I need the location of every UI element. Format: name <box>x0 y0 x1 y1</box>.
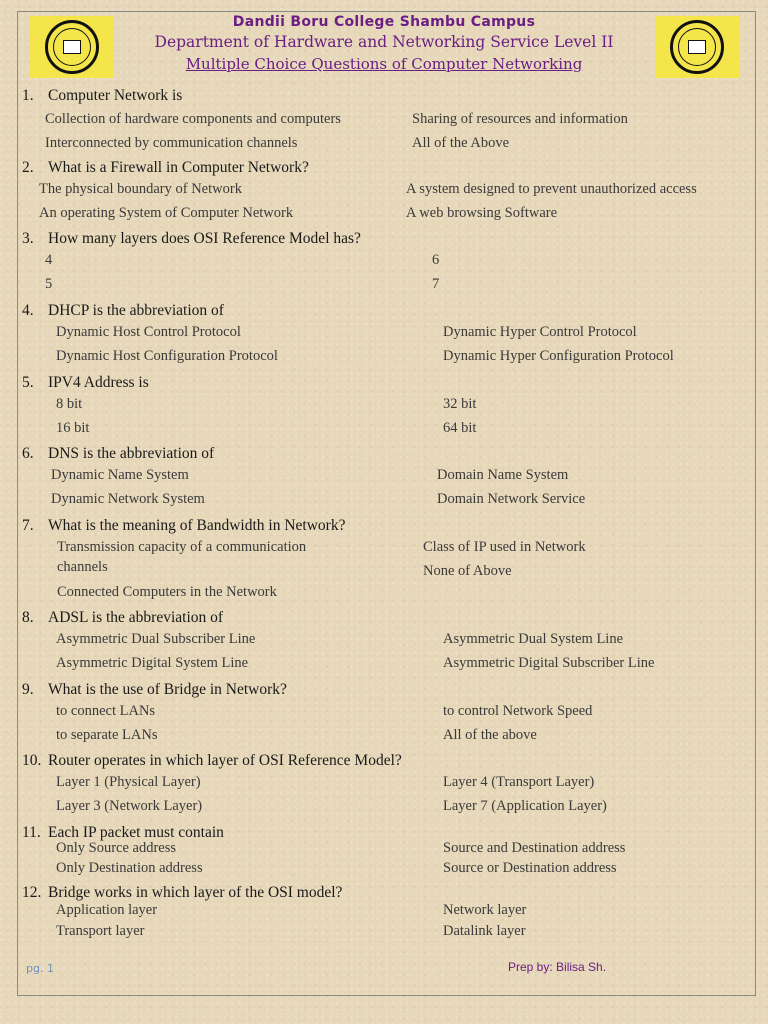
option: Asymmetric Digital System Line <box>56 655 249 671</box>
option: 6 <box>432 252 440 268</box>
question-text: 12. Bridge works in which layer of the OSI model? <box>22 884 343 901</box>
question-8 <box>22 606 752 678</box>
question-4 <box>22 299 752 371</box>
question-7 <box>22 514 752 606</box>
option: Transmission capacity of a communication channels <box>57 539 307 575</box>
option: 5 <box>45 276 53 292</box>
option: Source or Destination address <box>443 860 617 876</box>
option: Layer 1 (Physical Layer) <box>56 774 201 790</box>
question-text: 4. DHCP is the abbreviation of <box>22 302 224 319</box>
question-text: 1. Computer Network is <box>22 87 183 104</box>
option: Interconnected by communication channels <box>45 135 298 151</box>
option: Layer 7 (Application Layer) <box>443 798 607 814</box>
option: Collection of hardware components and computers <box>45 111 341 127</box>
option: All of the Above <box>412 135 510 151</box>
option: All of the above <box>443 727 537 743</box>
option: to connect LANs <box>56 703 156 719</box>
option: The physical boundary of Network <box>39 181 242 197</box>
question-text: 10. Router operates in which layer of OSI Reference Model? <box>22 752 402 769</box>
option: None of Above <box>423 563 512 579</box>
option: Class of IP used in Network <box>423 539 586 555</box>
question-12 <box>22 881 752 943</box>
option: Dynamic Hyper Control Protocol <box>443 324 637 340</box>
college-name: Dandii Boru College Shambu Campus <box>232 14 536 30</box>
option: An operating System of Computer Network <box>39 205 294 221</box>
option: Domain Network Service <box>437 491 586 507</box>
prepared-by: Prep by: Bilisa Sh. <box>508 960 607 974</box>
question-2 <box>22 156 752 227</box>
question-text: 5. IPV4 Address is <box>22 374 149 391</box>
question-text: 8. ADSL is the abbreviation of <box>22 609 224 626</box>
option: Asymmetric Dual System Line <box>443 631 624 647</box>
department-title: Department of Hardware and Networking Service Level II <box>154 33 614 51</box>
question-text: 3. How many layers does OSI Reference Model has? <box>22 230 361 247</box>
option: 32 bit <box>443 396 477 412</box>
option: Only Source address <box>56 840 177 856</box>
question-text: 9. What is the use of Bridge in Network? <box>22 681 287 698</box>
option: A system designed to prevent unauthorized access <box>406 181 697 197</box>
option: Layer 3 (Network Layer) <box>56 798 203 814</box>
option: Transport layer <box>56 923 145 939</box>
option: Connected Computers in the Network <box>57 584 277 600</box>
document-header <box>0 14 768 73</box>
question-text: 11. Each IP packet must contain <box>22 824 224 841</box>
question-9 <box>22 678 752 749</box>
question-text: 2. What is a Firewall in Computer Network? <box>22 159 309 176</box>
option: Domain Name System <box>437 467 569 483</box>
page-number: pg. 1 <box>26 962 54 975</box>
option: Dynamic Name System <box>51 467 189 483</box>
option: to control Network Speed <box>443 703 593 719</box>
question-5 <box>22 371 752 442</box>
option: to separate LANs <box>56 727 158 743</box>
question-text: 6. DNS is the abbreviation of <box>22 445 215 462</box>
option: 64 bit <box>443 420 477 436</box>
question-list <box>22 84 752 943</box>
option: A web browsing Software <box>406 205 558 221</box>
option: Datalink layer <box>443 923 526 939</box>
option: 4 <box>45 252 53 268</box>
option: Sharing of resources and information <box>412 111 628 127</box>
option: Dynamic Network System <box>51 491 205 507</box>
option: 16 bit <box>56 420 90 436</box>
option: Source and Destination address <box>443 840 626 856</box>
question-1 <box>22 84 752 156</box>
option: Asymmetric Dual Subscriber Line <box>56 631 256 647</box>
question-11 <box>22 821 752 881</box>
option: Dynamic Host Control Protocol <box>56 324 241 340</box>
question-3 <box>22 227 752 299</box>
option: 7 <box>432 276 440 292</box>
question-10 <box>22 749 752 821</box>
question-text: 7. What is the meaning of Bandwidth in Network? <box>22 517 346 534</box>
option: Dynamic Hyper Configuration Protocol <box>443 348 674 364</box>
document-subtitle: Multiple Choice Questions of Computer Networking <box>185 55 583 73</box>
option: 8 bit <box>56 396 83 412</box>
option: Dynamic Host Configuration Protocol <box>56 348 278 364</box>
question-6 <box>22 442 752 514</box>
option: Network layer <box>443 902 527 918</box>
option: Asymmetric Digital Subscriber Line <box>443 655 655 671</box>
option: Only Destination address <box>56 860 203 876</box>
option: Application layer <box>56 902 158 918</box>
option: Layer 4 (Transport Layer) <box>443 774 595 790</box>
